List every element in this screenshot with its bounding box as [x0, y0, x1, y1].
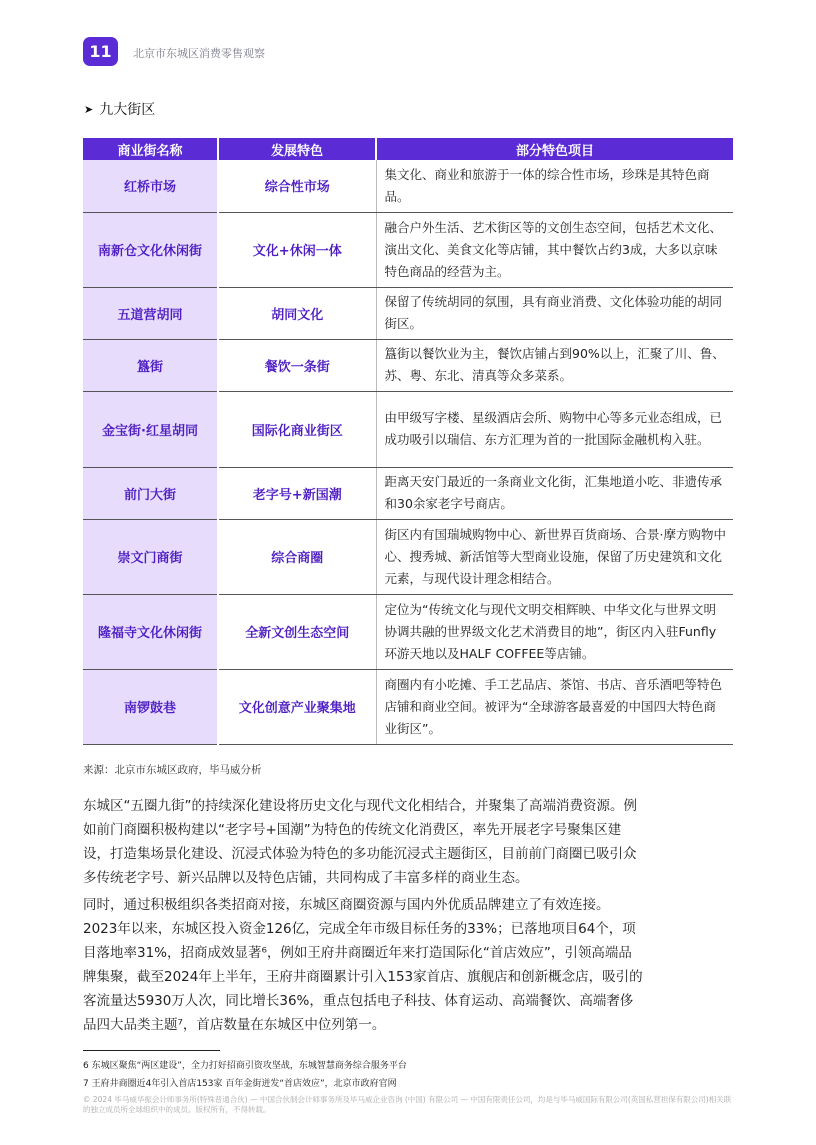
street-description: 街区内有国瑞城购物中心、新世界百货商场、合景·摩方购物中心、搜秀城、新活馆等大型商业设施，保留了历史建筑和文化元素，与现代设计理念相结合。	[376, 519, 733, 594]
body-paragraph: 同时，通过积极组织各类招商对接，东城区商圈资源与国内外优质品牌建立了有效连接。2023年以来，东城区投入资金126亿，完成全年市级目标任务的33%；已落地项目64个，项目落地率31%，招商成效显著⁶，例如王府井商圈近年来打造国际化“首店效应”，引领高端品牌集聚，截至2024年上半年，王府井商圈累计引入153家首店、旗舰店和创新概念店，吸引的客流量达5930万人次，同比增长36%，重点包括电子科技、体育运动、高端餐饮、高端奢侈品四大品类主题⁷，首店数量在东城区中位列第一。	[83, 897, 643, 1033]
footnote-divider	[83, 1050, 220, 1051]
table-row	[83, 467, 733, 519]
street-feature: 文化+休闲一体	[218, 212, 376, 287]
street-description: 簋街以餐饮业为主，餐饮店铺占到90%以上，汇聚了川、鲁、苏、粤、东北、清真等众多菜系。	[376, 339, 733, 391]
table-row	[83, 669, 733, 744]
street-description: 保留了传统胡同的氛围，具有商业消费、文化体验功能的胡同街区。	[376, 287, 733, 339]
table-row	[83, 391, 733, 467]
column-header: 发展特色	[218, 138, 376, 160]
table-row	[83, 212, 733, 287]
street-name: 金宝街·红星胡同	[83, 391, 218, 467]
section-heading	[84, 99, 155, 119]
street-feature: 国际化商业街区	[218, 391, 376, 467]
page-number-badge: 11	[83, 37, 118, 66]
copyright-notice: © 2024 毕马威华振会计师事务所(特殊普通合伙) — 中国合伙制会计师事务所及毕马威企业咨询 (中国) 有限公司 — 中国有限责任公司，均是与毕马威国际有限公司(英国私营担保有限公司)相关联的独立成员所全球组织中的成员。版权所有，不得转载。	[83, 1095, 732, 1114]
street-name: 南锣鼓巷	[83, 669, 218, 744]
streets-table	[83, 138, 733, 745]
street-description: 由甲级写字楼、星级酒店会所、购物中心等多元业态组成，已成功吸引以瑞信、东方汇理为首的一批国际金融机构入驻。	[376, 391, 733, 467]
table-row	[83, 594, 733, 669]
street-name: 隆福寺文化休闲街	[83, 594, 218, 669]
street-description: 定位为“传统文化与现代文明交相辉映、中华文化与世界文明协调共融的世界级文化艺术消费目的地”，街区内入驻Funfly环游天地以及HALF COFFEE等店铺。	[376, 594, 733, 669]
street-name: 红桥市场	[83, 160, 218, 212]
column-header: 商业街名称	[83, 138, 218, 160]
street-description: 融合户外生活、艺术街区等的文创生态空间，包括艺术文化、演出文化、美食文化等店铺，其中餐饮占约3成，大多以京味特色商品的经营为主。	[376, 212, 733, 287]
table-row	[83, 287, 733, 339]
street-feature: 餐饮一条街	[218, 339, 376, 391]
section-heading-text: 九大街区	[99, 102, 156, 118]
street-feature: 老字号+新国潮	[218, 467, 376, 519]
street-name: 崇文门商街	[83, 519, 218, 594]
street-description: 集文化、商业和旅游于一体的综合性市场，珍珠是其特色商品。	[376, 160, 733, 212]
arrow-bullet-icon: ➤	[84, 102, 94, 116]
street-name: 簋街	[83, 339, 218, 391]
table-source: 来源：北京市东城区政府，毕马威分析	[83, 764, 262, 776]
street-description: 距离天安门最近的一条商业文化街，汇集地道小吃、非遗传承和30余家老字号商店。	[376, 467, 733, 519]
street-feature: 综合商圈	[218, 519, 376, 594]
street-feature: 综合性市场	[218, 160, 376, 212]
table-row	[83, 519, 733, 594]
street-feature: 胡同文化	[218, 287, 376, 339]
column-header: 部分特色项目	[376, 138, 733, 160]
street-name: 五道营胡同	[83, 287, 218, 339]
footnote: 7 王府井商圈近4年引入首店153家 百年金街迸发“首店效应”，北京市政府官网	[83, 1079, 397, 1089]
street-name: 前门大街	[83, 467, 218, 519]
street-name: 南新仓文化休闲街	[83, 212, 218, 287]
report-title: 北京市东城区消费零售观察	[133, 47, 265, 60]
footnote: 6 东城区聚焦“两区建设”，全力打好招商引资攻坚战，东城智慧商务综合服务平台	[83, 1061, 407, 1071]
street-description: 商圈内有小吃摊、手工艺品店、茶馆、书店、音乐酒吧等特色店铺和商业空间。被评为“全球游客最喜爱的中国四大特色商业街区”。	[376, 669, 733, 744]
table-row	[83, 160, 733, 212]
street-feature: 文化创意产业聚集地	[218, 669, 376, 744]
table-header-row	[83, 138, 733, 160]
street-feature: 全新文创生态空间	[218, 594, 376, 669]
body-paragraph: 东城区“五圈九街”的持续深化建设将历史文化与现代文化相结合，并聚集了高端消费资源。例如前门商圈积极构建以“老字号+国潮”为特色的传统文化消费区，率先开展老字号聚集区建设，打造集场景化建设、沉浸式体验为特色的多功能沉浸式主题街区，目前前门商圈已吸引众多传统老字号、新兴品牌以及特色店铺，共同构成了丰富多样的商业生态。	[83, 798, 637, 886]
table-row	[83, 339, 733, 391]
